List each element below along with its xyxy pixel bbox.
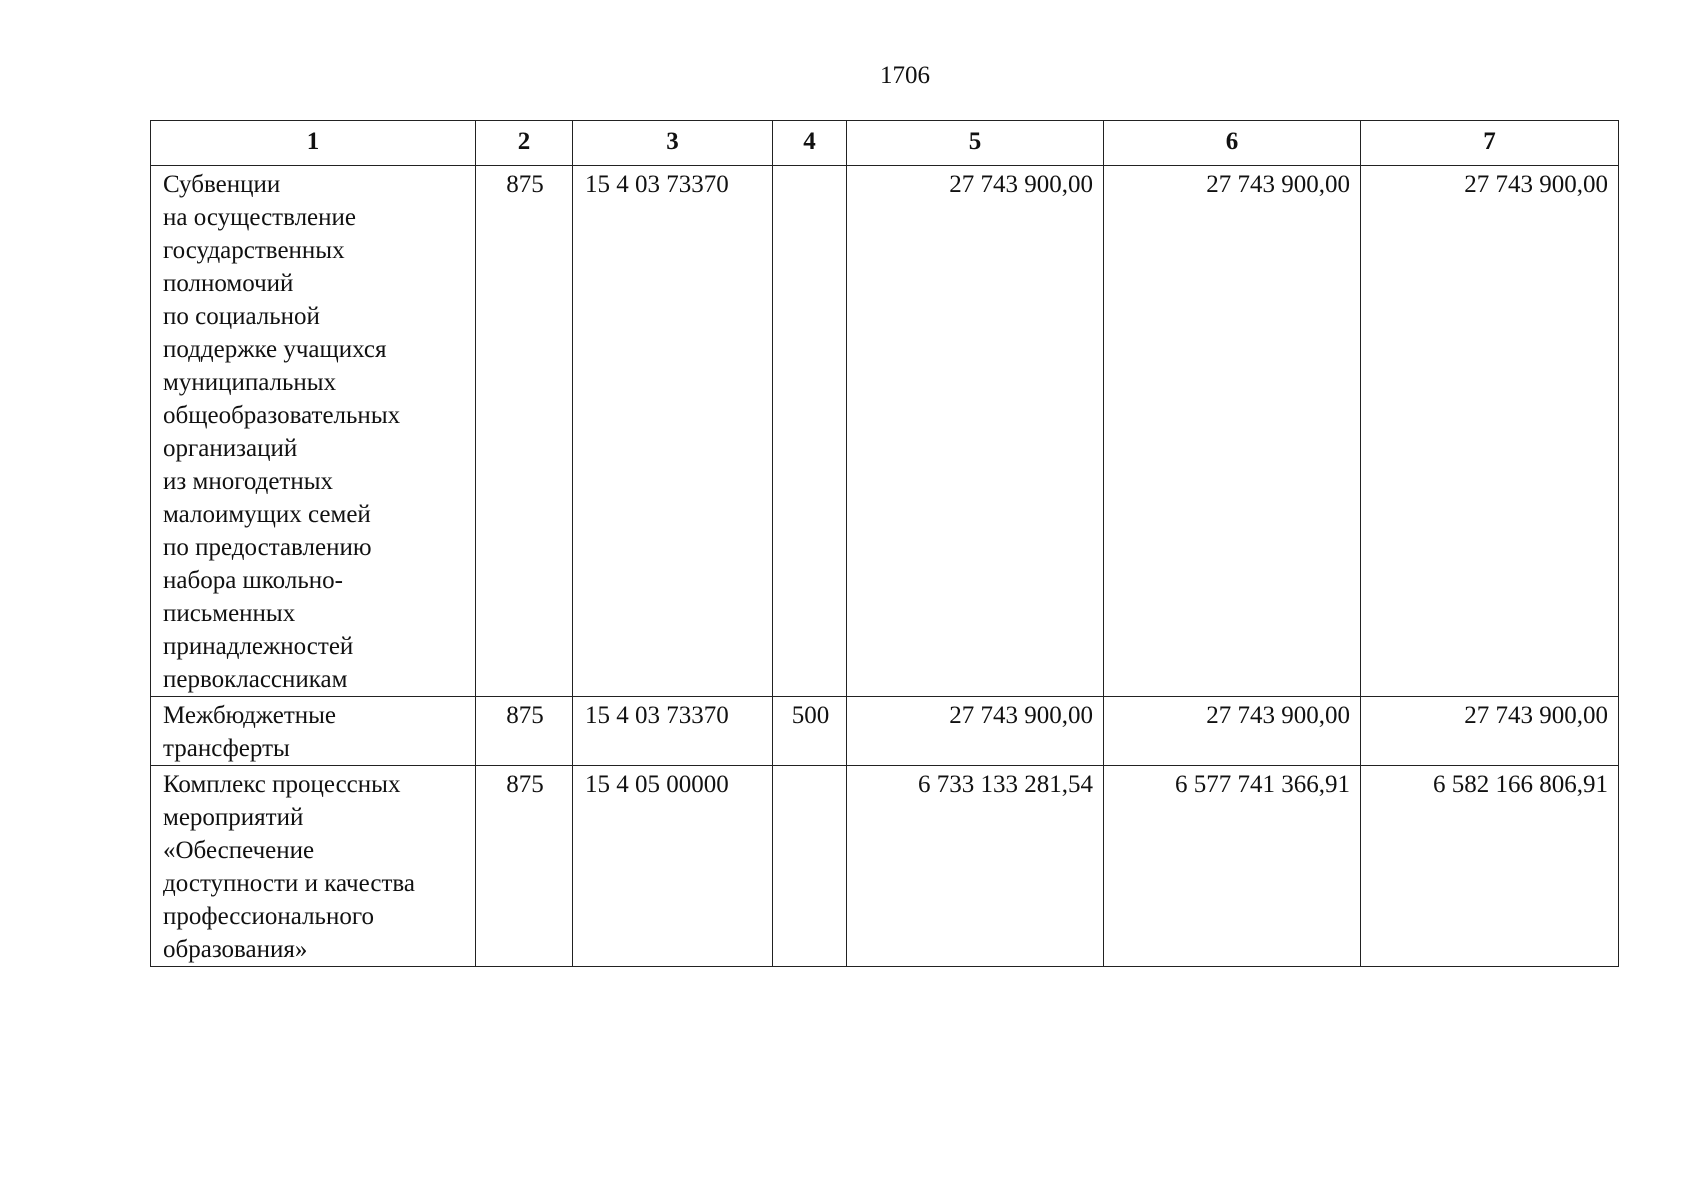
row-amount-col7-cell: 6 582 166 806,91 — [1361, 766, 1619, 967]
row-name-cell: Субвенции на осуществление государственных полномочий по социальной поддержке учащихся муниципальных общеобразовательных организаций из многодетных малоимущих семей по предоставлению набора школьно- письменных принадлежностей первоклассникам — [151, 166, 476, 697]
row-expense-type-cell — [773, 166, 847, 697]
row-code-cell: 875 — [476, 697, 573, 766]
row-target-article-cell: 15 4 03 73370 — [573, 697, 773, 766]
row-target-article-cell: 15 4 05 00000 — [573, 766, 773, 967]
table-row — [151, 697, 1619, 766]
column-header-5: 5 — [847, 121, 1104, 166]
row-code-cell: 875 — [476, 766, 573, 967]
row-amount-col6-cell: 27 743 900,00 — [1104, 697, 1361, 766]
table-row — [151, 766, 1619, 967]
row-amount-col7-cell: 27 743 900,00 — [1361, 697, 1619, 766]
row-expense-type-cell: 500 — [773, 697, 847, 766]
column-header-4: 4 — [773, 121, 847, 166]
row-amount-col6-cell: 27 743 900,00 — [1104, 166, 1361, 697]
column-header-1: 1 — [151, 121, 476, 166]
column-header-7: 7 — [1361, 121, 1619, 166]
row-name-cell: Межбюджетные трансферты — [151, 697, 476, 766]
row-code-cell: 875 — [476, 166, 573, 697]
row-amount-col5-cell: 27 743 900,00 — [847, 166, 1104, 697]
column-header-2: 2 — [476, 121, 573, 166]
row-amount-col7-cell: 27 743 900,00 — [1361, 166, 1619, 697]
column-header-3: 3 — [573, 121, 773, 166]
row-target-article-cell: 15 4 03 73370 — [573, 166, 773, 697]
row-amount-col5-cell: 6 733 133 281,54 — [847, 766, 1104, 967]
table-row — [151, 166, 1619, 697]
row-name-cell: Комплекс процессных мероприятий «Обеспечение доступности и качества профессионального образования» — [151, 766, 476, 967]
column-header-6: 6 — [1104, 121, 1361, 166]
table-header-row — [151, 121, 1619, 166]
budget-table — [150, 120, 1619, 967]
row-amount-col6-cell: 6 577 741 366,91 — [1104, 766, 1361, 967]
row-amount-col5-cell: 27 743 900,00 — [847, 697, 1104, 766]
row-expense-type-cell — [773, 766, 847, 967]
page-number: 1706 — [880, 62, 930, 89]
